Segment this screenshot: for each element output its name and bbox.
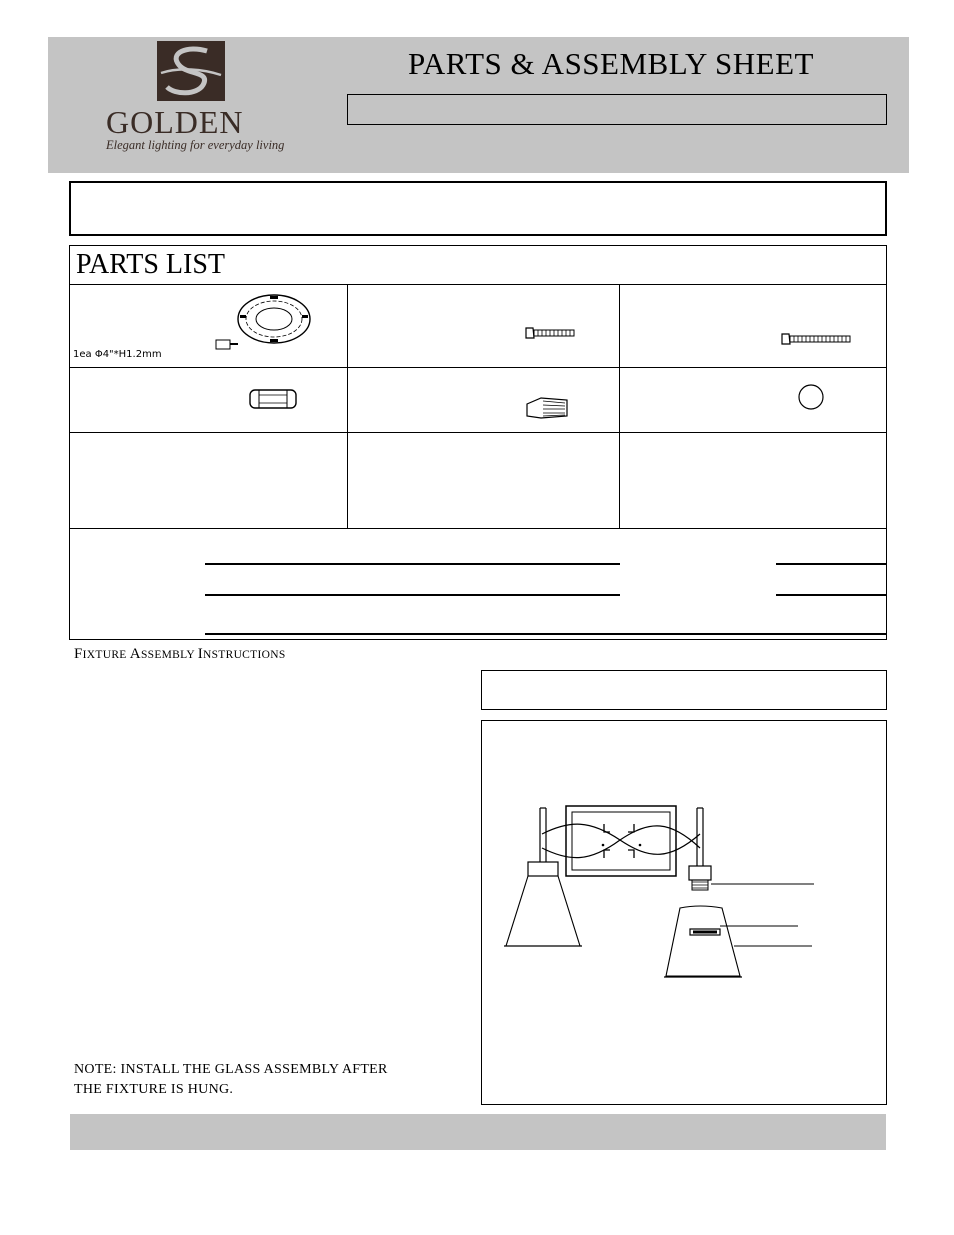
note-line-1: NOTE: INSTALL THE GLASS ASSEMBLY AFTER: [74, 1062, 388, 1077]
signature-line: [205, 633, 886, 635]
signature-line: [776, 594, 886, 596]
parts-list-table: [69, 245, 887, 640]
signature-line: [205, 594, 620, 596]
ball-knob-icon: [797, 384, 825, 412]
brand-name: GOLDEN: [106, 104, 244, 140]
machine-screw-icon: [526, 327, 576, 339]
table-divider: [69, 367, 887, 368]
table-divider: [69, 432, 887, 433]
table-divider: [69, 528, 887, 529]
mounting-plate-icon: [210, 293, 335, 359]
table-divider: [69, 284, 887, 285]
logo-mark-icon: [157, 41, 225, 101]
long-screw-icon: [782, 333, 852, 345]
crossbar-nut-icon: [249, 389, 297, 409]
fixture-info-box: [69, 181, 887, 236]
footer-bar: [70, 1114, 886, 1150]
model-number-field: [347, 94, 887, 125]
sheet-title: PARTS & ASSEMBLY SHEET: [408, 46, 814, 81]
parts-list-title: PARTS LIST: [76, 249, 225, 280]
table-column-divider: [347, 284, 348, 528]
table-column-divider: [619, 284, 620, 528]
signature-line: [205, 563, 620, 565]
note-line-2: THE FIXTURE IS HUNG.: [74, 1082, 234, 1097]
mounting-plate-dimensions: 1ea Φ4"*H1.2mm: [73, 349, 162, 360]
installation-note: [74, 1060, 474, 1100]
assembly-instructions-title: FIXTURE ASSEMBLY INSTRUCTIONS: [74, 646, 286, 662]
signature-line: [776, 563, 886, 565]
fixture-diagram: [500, 800, 820, 985]
wire-nut-icon: [525, 396, 569, 422]
step-header-box: [481, 670, 887, 710]
brand-tagline: Elegant lighting for everyday living: [106, 138, 285, 152]
